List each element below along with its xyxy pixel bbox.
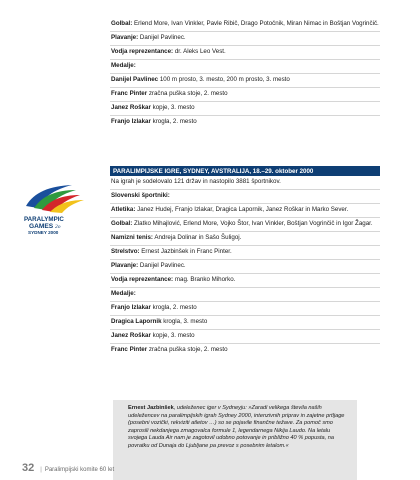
item-text: 100 m prosto, 3. mesto, 200 m prosto, 3. mesto (158, 76, 290, 84)
item-text: kopje, 3. mesto (150, 104, 195, 111)
quote-author: Ernest Jazbinšek (128, 405, 174, 411)
list-item (110, 344, 380, 357)
item-text: dr. Aleks Leo Vest. (173, 48, 226, 56)
item-text: Danijel Pavlinec. (138, 262, 186, 269)
item-label: Franjo Izlakar (111, 303, 151, 311)
item-text: Zlatko Mihajlović, Erlend More, Vojko Štor, Ivan Vinkler, Boštjan Vogrinčič in Igor Žagar. (132, 220, 373, 228)
item-label: Golbal: (111, 20, 133, 28)
item-text: Andreja Dolinar in Sašo Šuligoj. (152, 234, 242, 242)
list-item (110, 46, 380, 60)
list-item (110, 176, 380, 190)
item-label: Plavanje: (111, 34, 139, 42)
item-text: zračna puška stoje, 2. mesto (147, 345, 228, 353)
item-text: krogla, 2. mesto (150, 303, 197, 311)
list-item (110, 74, 380, 88)
item-label: Vodja reprezentance: (111, 48, 174, 56)
section-header: PARALIMPIJSKE IGRE, SYDNEY, AVSTRALIJA, 18.–29. oktober 2000 (110, 166, 380, 176)
item-label: Danijel Pavlinec (111, 76, 159, 84)
item-text: Na igrah je sodelovalo 121 držav in nastopilo 3881 športnikov. (111, 178, 281, 186)
item-label: Medalje: (111, 289, 136, 297)
item-label: Franc Pinter (111, 345, 148, 353)
footer-separator: | (40, 467, 42, 473)
item-label: Medalje: (111, 62, 136, 70)
item-text: Danijel Pavlinec. (138, 34, 186, 42)
item-label: Vodja reprezentance: (111, 275, 174, 283)
list-item (110, 88, 380, 102)
list-item (110, 246, 380, 260)
item-text: krogla, 3. mesto (161, 317, 208, 325)
list-item (110, 260, 380, 274)
quote-box (113, 400, 357, 480)
item-label: Franjo Izlakar (111, 117, 151, 125)
item-label: Atletika: (111, 206, 136, 214)
list-item (110, 330, 380, 344)
list-item (110, 302, 380, 316)
list-item (110, 316, 380, 330)
item-text: kopje, 3. mesto (150, 331, 195, 339)
list-item (110, 32, 380, 46)
item-label: Plavanje: (111, 262, 139, 269)
logo-signature: 2o (55, 224, 61, 230)
quote-text: , udeleženec iger v Sydneyju: »Zaradi velikega števila naših udeležencev na paralimpijskih igrah Sydney 2000, intenzivnih priprav in zajetne prtljage (posebni vozički, rekviziti atletov …) so se pojavile finančne težave. Za pomoč smo zaprosili nekdanjega zmagovalca formule 1, legendarnega Nikija Laudo. Na letalu svojega Lauda Air nam je zagotovil udobno potovanje in približno 40 % popusta, na povratku od Dunaja do Ljubljane pa prevoz s posebnim letalom.« (128, 405, 345, 449)
logo-line1: PARALYMPIC (24, 216, 64, 223)
item-label: Golbal: (111, 220, 133, 228)
list-item (110, 288, 380, 302)
logo-line3: SYDNEY 2000 (28, 230, 59, 235)
item-label: Janez Roškar (111, 331, 151, 339)
block2-rows (110, 176, 380, 357)
item-text: krogla, 2. mesto (150, 117, 197, 125)
list-item (110, 218, 380, 232)
list-item (110, 18, 380, 32)
list-item (110, 102, 380, 116)
item-label: Franc Pinter (111, 90, 148, 98)
list-item (110, 204, 380, 218)
item-label: Dragica Lapornik (111, 317, 162, 325)
list-item (110, 116, 380, 129)
item-text: zračna puška stoje, 2. mesto (147, 90, 228, 98)
results-list-1 (110, 18, 380, 129)
item-text: Erlend More, Ivan Vinkler, Pavle Ribič, Drago Potočnik, Miran Nimac in Boštjan Vogrinčič. (132, 20, 379, 28)
page-footer (22, 462, 114, 474)
item-label: Slovenski športniki: (111, 192, 170, 200)
results-list-2 (110, 166, 380, 357)
list-item (110, 274, 380, 288)
item-text: Ernest Jazbinšek in Franc Pinter. (139, 248, 232, 256)
item-text: Janez Hudej, Franjo Izlakar, Dragica Lapornik, Janez Roškar in Marko Sever. (135, 206, 349, 214)
list-item (110, 190, 380, 204)
logo-line2: GAMES (29, 223, 54, 230)
item-text: mag. Branko Mihorko. (173, 275, 236, 283)
list-item (110, 232, 380, 246)
item-label: Namizni tenis: (111, 234, 153, 242)
list-item (110, 60, 380, 74)
item-label: Strelstvo: (111, 248, 140, 256)
item-label: Janez Roškar (111, 104, 151, 111)
page-number: 32 (22, 462, 35, 474)
footer-title: Paralimpijski komite 60 let (44, 467, 115, 473)
paralympic-games-sydney-logo (20, 172, 100, 236)
